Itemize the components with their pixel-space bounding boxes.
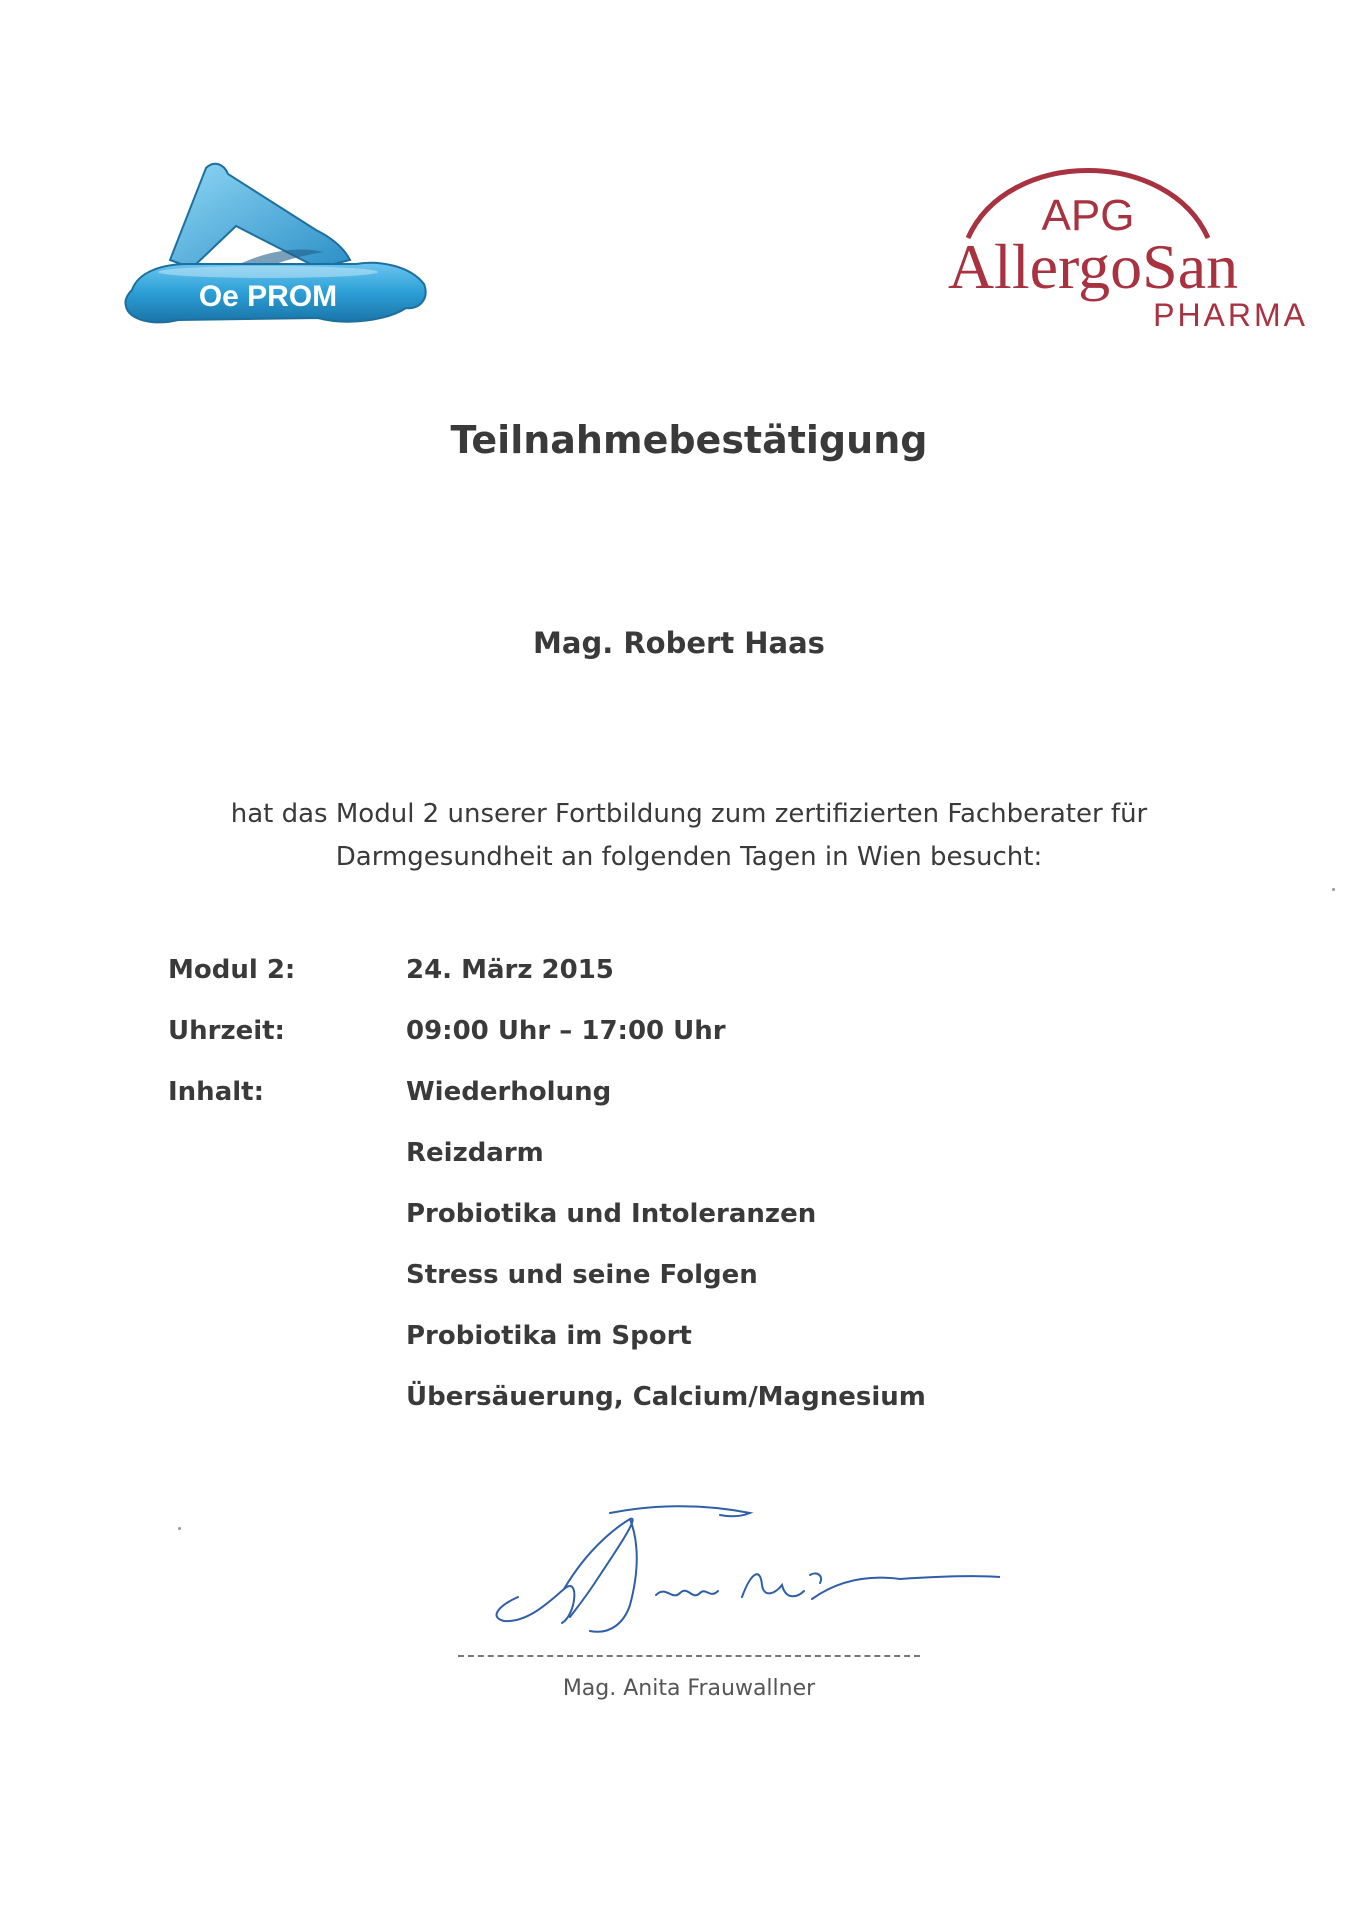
- scan-speck: [178, 1527, 181, 1530]
- allergosan-apg-text: APG: [1041, 191, 1135, 240]
- scan-speck: [1332, 888, 1335, 891]
- detail-value: Wiederholung: [406, 1077, 612, 1107]
- detail-value: Probiotika und Intoleranzen: [406, 1199, 817, 1229]
- detail-label: Uhrzeit:: [168, 1016, 285, 1046]
- detail-label: Inhalt:: [168, 1077, 264, 1107]
- allergosan-name-text: AllergoSan: [947, 231, 1239, 302]
- allergosan-logo: [918, 158, 1318, 338]
- body-paragraph: [160, 793, 1218, 879]
- details-list: [168, 955, 1068, 1443]
- oeprom-logo-graphic: [118, 160, 428, 350]
- detail-row: [168, 1382, 1068, 1443]
- detail-value: 24. März 2015: [406, 955, 614, 985]
- body-line-1: hat das Modul 2 unserer Fortbildung zum zertifizierten Fachberater für: [230, 799, 1148, 829]
- signer-name: Mag. Anita Frauwallner: [562, 1676, 816, 1701]
- detail-row: [168, 1077, 1068, 1138]
- detail-value: 09:00 Uhr – 17:00 Uhr: [406, 1016, 726, 1046]
- detail-row: [168, 1016, 1068, 1077]
- detail-value: Stress und seine Folgen: [406, 1260, 758, 1290]
- page-title: Teilnahmebestätigung: [450, 418, 928, 462]
- detail-row: [168, 1260, 1068, 1321]
- detail-row: [168, 1138, 1068, 1199]
- oeprom-logo-text: Oe PROM: [198, 280, 338, 313]
- detail-value: Probiotika im Sport: [406, 1321, 692, 1351]
- detail-label: Modul 2:: [168, 955, 296, 985]
- detail-value: Übersäuerung, Calcium/Magnesium: [406, 1382, 926, 1412]
- oeprom-arm-shape: [170, 164, 350, 268]
- detail-row: [168, 1321, 1068, 1382]
- detail-value: Reizdarm: [406, 1138, 544, 1168]
- allergosan-logo-graphic: [918, 158, 1318, 338]
- oeprom-logo: [118, 160, 428, 350]
- body-line-2: Darmgesundheit an folgenden Tagen in Wien besucht:: [335, 842, 1043, 872]
- recipient-name: Mag. Robert Haas: [533, 626, 825, 660]
- allergosan-pharma-text: PHARMA: [1153, 297, 1308, 333]
- detail-row: [168, 1199, 1068, 1260]
- detail-row: [168, 955, 1068, 1016]
- handwritten-signature: [480, 1505, 1000, 1635]
- signature-strokes: [480, 1505, 1000, 1635]
- signature-line: [458, 1655, 920, 1657]
